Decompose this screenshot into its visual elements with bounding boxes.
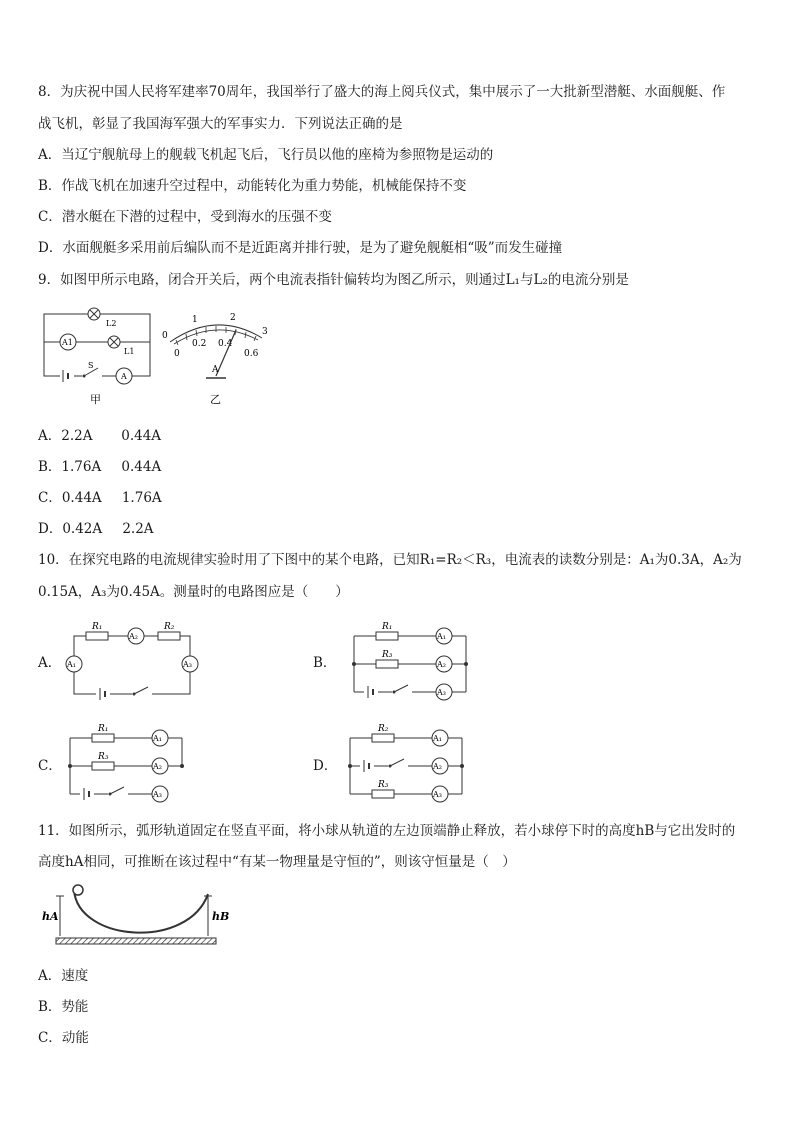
label-s: S <box>88 361 94 370</box>
label-ha: hA <box>42 910 59 923</box>
label-a1: A₁ <box>153 734 162 743</box>
label-l1: L1 <box>124 347 135 356</box>
resistor-r2 <box>158 632 180 640</box>
q9-circuit-jia <box>38 300 156 408</box>
label-r1: R₁ <box>98 724 109 734</box>
lamp-l2-icon <box>88 308 100 320</box>
label-r3: R₃ <box>378 780 389 790</box>
label-a1: A₁ <box>437 632 446 641</box>
q8-option-b: B．作战飞机在加速升空过程中，动能转化为重力势能，机械能保持不变 <box>38 178 467 194</box>
lamp-l1-icon <box>108 336 120 348</box>
q10-label-d: D． <box>313 758 338 774</box>
label-a: A <box>121 372 127 381</box>
ground <box>56 938 216 944</box>
q10-circuit-b <box>346 616 476 704</box>
q11-stem-line1: 11．如图所示，弧形轨道固定在竖直平面，将小球从轨道的左边顶端静止释放，若小球停下时的高度hB与它出发时的 <box>38 823 736 839</box>
q8-stem-line1: 8．为庆祝中国人民将军建率70周年，我国举行了盛大的海上阅兵仪式，集中展示了一大批新型潜艇、水面舰艇、作 <box>38 84 726 100</box>
label-r2: R₂ <box>378 724 389 734</box>
height-markers <box>56 896 212 936</box>
q11-option-c: C．动能 <box>38 1030 89 1046</box>
scale-bottom-3: 0.6 <box>244 349 259 359</box>
scale-top-0: 0 <box>162 331 168 341</box>
label-a3: A₃ <box>437 688 446 697</box>
q10-circuit-c <box>62 718 192 806</box>
q10-stem-line2: 0.15A，A₃为0.45A。测量时的电路图应是（ ） <box>38 584 349 600</box>
q10-circuit-d <box>342 718 472 806</box>
caption-jia: 甲 <box>90 393 101 406</box>
q9-option-b: B．1.76A 0.44A <box>38 459 162 475</box>
q10-label-b: B． <box>313 655 337 671</box>
label-a3: A₃ <box>183 660 192 669</box>
ball-icon <box>73 885 83 895</box>
label-r3: R₃ <box>382 650 393 660</box>
scale-top-2: 2 <box>230 313 236 323</box>
q11-option-b: B．势能 <box>38 999 89 1015</box>
q8-option-a: A．当辽宁舰航母上的舰载飞机起飞后，飞行员以他的座椅为参照物是运动的 <box>38 147 494 163</box>
q11-stem-line2: 高度hA相同，可推断在该过程中“有某一物理量是守恒的”，则该守恒量是（ ） <box>38 854 516 870</box>
label-a1: A₁ <box>67 660 76 669</box>
label-r1: R₁ <box>92 622 103 632</box>
label-l2: L2 <box>106 319 117 328</box>
meter-needle-icon <box>206 330 236 378</box>
label-a3: A₃ <box>433 790 442 799</box>
label-a3: A₃ <box>153 790 162 799</box>
resistor-r3 <box>376 660 398 668</box>
scale-bottom-0: 0 <box>174 349 180 359</box>
scale-top-3: 3 <box>262 327 268 337</box>
q11-option-a: A．速度 <box>38 968 89 984</box>
label-a2: A₂ <box>437 660 446 669</box>
resistor-r1 <box>86 632 108 640</box>
q11-track-figure <box>38 880 230 950</box>
label-r2: R₂ <box>164 622 175 632</box>
label-r1: R₁ <box>382 622 393 632</box>
resistor-r1 <box>92 734 114 742</box>
label-hb: hB <box>212 910 230 923</box>
q9-option-a: A．2.2A 0.44A <box>38 428 162 444</box>
q9-stem: 9．如图甲所示电路，闭合开关后，两个电流表指针偏转均为图乙所示，则通过L₁与L₂的电流分别是 <box>38 272 629 288</box>
caption-yi: 乙 <box>210 393 221 406</box>
label-r3: R₃ <box>98 752 109 762</box>
label-a2: A₂ <box>433 762 442 771</box>
scale-bottom-2: 0.4 <box>218 339 233 349</box>
q10-label-a: A． <box>38 655 62 671</box>
resistor-r3 <box>92 762 114 770</box>
q8-option-d: D．水面舰艇多采用前后编队而不是近距离并排行驶，是为了避免舰艇相“吸”而发生碰撞 <box>38 240 563 256</box>
q10-label-c: C． <box>38 758 62 774</box>
label-a1: A1 <box>62 338 73 347</box>
resistor-r3 <box>372 790 394 798</box>
q9-option-d: D．0.42A 2.2A <box>38 521 154 537</box>
label-a2: A₂ <box>129 632 138 641</box>
q8-stem-line2: 战飞机，彰显了我国海军强大的军事实力．下列说法正确的是 <box>38 116 403 132</box>
scale-bottom-1: 0.2 <box>192 339 207 349</box>
battery-icon <box>60 370 74 382</box>
resistor-r1 <box>376 632 398 640</box>
resistor-r2 <box>372 734 394 742</box>
label-a1: A₁ <box>433 734 442 743</box>
meter-unit: A <box>212 365 219 375</box>
arc-track <box>74 890 208 933</box>
label-a2: A₂ <box>153 762 162 771</box>
q9-meter-yi <box>156 300 276 408</box>
q9-option-c: C．0.44A 1.76A <box>38 490 162 506</box>
q8-option-c: C．潜水艇在下潜的过程中，受到海水的压强不变 <box>38 209 332 225</box>
q10-stem-line1: 10．在探究电路的电流规律实验时用了下图中的某个电路，已知R₁=R₂＜R₃，电流表的读数分别是：A₁为0.3A，A₂为 <box>38 552 742 568</box>
q10-circuit-a <box>62 616 204 700</box>
scale-top-1: 1 <box>192 315 198 325</box>
